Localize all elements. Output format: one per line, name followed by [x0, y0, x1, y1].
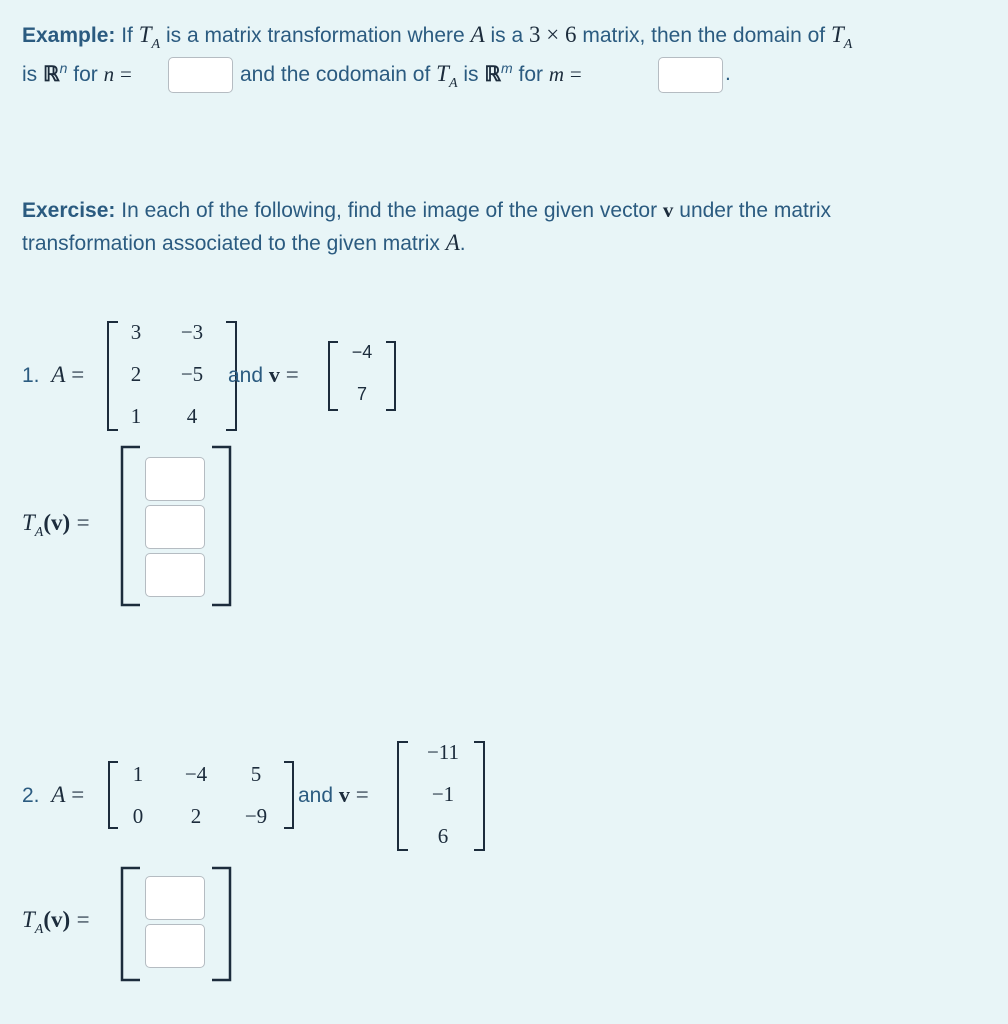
problem2-v: v [338, 782, 350, 807]
problem2-answer-label [22, 906, 90, 937]
answer2-entry-1[interactable] [145, 876, 205, 920]
p1-a12: −3 [180, 320, 204, 344]
answer2-T: T [22, 907, 35, 932]
exercise-text-1b: under the matrix [679, 199, 832, 222]
exercise-line-2 [22, 227, 992, 260]
symbol-A-sub-3: A [448, 76, 458, 91]
problem1-and: and [228, 364, 264, 387]
example-paragraph [22, 16, 992, 58]
example-label: Example: [22, 24, 116, 47]
answer1-T: T [22, 510, 35, 535]
problem1-vector [326, 340, 398, 412]
symbol-A-sub-2: A [843, 37, 853, 52]
p1-a31: 1 [130, 404, 142, 428]
problem1-A: A [51, 362, 66, 387]
answer1-v: (v) [43, 510, 71, 535]
problem1-matrix [104, 320, 244, 432]
p1-a11: 3 [130, 320, 142, 344]
p1-a21: 2 [130, 362, 142, 386]
problem1-equals: = [71, 362, 85, 387]
problem1-and-v [228, 362, 299, 388]
problem2-equals-v: = [355, 782, 369, 807]
symbol-v: v [662, 198, 674, 222]
domain-n-input[interactable] [168, 57, 233, 93]
problem1-lhs [22, 362, 84, 388]
answer1-entry-1[interactable] [145, 457, 205, 501]
example-text-4: matrix, then the domain of [582, 24, 826, 47]
exercise-label: Exercise: [22, 199, 116, 222]
problem1-v: v [268, 362, 280, 387]
p2-v1: −11 [426, 740, 460, 764]
equals-2: = [569, 62, 582, 86]
example-text-codomain: and the codomain of [240, 63, 431, 86]
symbol-T-2: T [830, 22, 844, 47]
answer2-equals: = [76, 907, 90, 932]
exercise-line-1 [22, 194, 992, 227]
p2-a13: 5 [250, 762, 262, 786]
answer2-v: (v) [43, 907, 71, 932]
answer1-entry-3[interactable] [145, 553, 205, 597]
answer1-equals: = [76, 510, 90, 535]
problem2-vector [394, 740, 490, 852]
matrix-dims: 3 × 6 [529, 22, 577, 47]
p2-a23: −9 [244, 804, 268, 828]
symbol-A-sub: A [151, 37, 161, 52]
symbol-A-2: A [445, 230, 460, 255]
p1-a32: 4 [186, 404, 198, 428]
symbol-T: T [138, 22, 152, 47]
equals-1: = [120, 62, 132, 86]
codomain-m-input[interactable] [658, 57, 723, 93]
problem2-and: and [298, 784, 334, 807]
example-text-2: is a matrix transformation where [165, 24, 465, 47]
answer2-A-sub: A [34, 922, 44, 937]
problem2-A: A [51, 782, 66, 807]
example-text-is-2: is [463, 63, 479, 86]
symbol-A: A [470, 22, 485, 47]
problem2-matrix [104, 760, 300, 830]
problem2-equals: = [71, 782, 85, 807]
symbol-n: n [103, 62, 115, 86]
p1-a22: −5 [180, 362, 204, 386]
p1-v1: −4 [351, 342, 373, 362]
problem2-and-v [298, 782, 369, 808]
example-text-3: is a [490, 24, 524, 47]
answer1-entry-2[interactable] [145, 505, 205, 549]
exercise-text-2: transformation associated to the given matrix [22, 232, 440, 255]
problem1-number: 1. [22, 364, 40, 387]
answer2-entry-2[interactable] [145, 924, 205, 968]
p2-a12: −4 [184, 762, 208, 786]
symbol-R: ℝ [43, 62, 60, 86]
symbol-m: m [548, 62, 565, 86]
example-line-2 [22, 55, 132, 95]
problem2-number: 2. [22, 784, 40, 807]
example-period: . [725, 62, 731, 85]
p1-v2: 7 [356, 384, 367, 404]
p2-a22: 2 [190, 804, 202, 828]
symbol-n-sup: n [59, 60, 68, 76]
symbol-T-3: T [436, 61, 449, 86]
example-text-for: for [73, 63, 98, 86]
example-text-is: is [22, 63, 38, 86]
example-line-1 [22, 16, 992, 58]
example-text-for-2: for [518, 63, 544, 86]
exercise-paragraph [22, 194, 992, 260]
example-line-2b [240, 55, 582, 97]
problem1-answer-label [22, 509, 90, 540]
exercise-text-1: In each of the following, find the image of the given vector [121, 199, 658, 222]
p2-a21: 0 [132, 804, 144, 828]
example-text-if: If [121, 24, 133, 47]
symbol-m-sup: m [501, 60, 513, 76]
problem1-equals-v: = [285, 362, 299, 387]
p2-v2: −1 [431, 782, 455, 806]
symbol-R-2: ℝ [484, 62, 502, 86]
answer1-A-sub: A [34, 525, 44, 540]
exercise-period: . [459, 232, 466, 255]
p2-v3: 6 [437, 824, 449, 848]
problem2-lhs [22, 782, 84, 808]
p2-a11: 1 [132, 762, 144, 786]
